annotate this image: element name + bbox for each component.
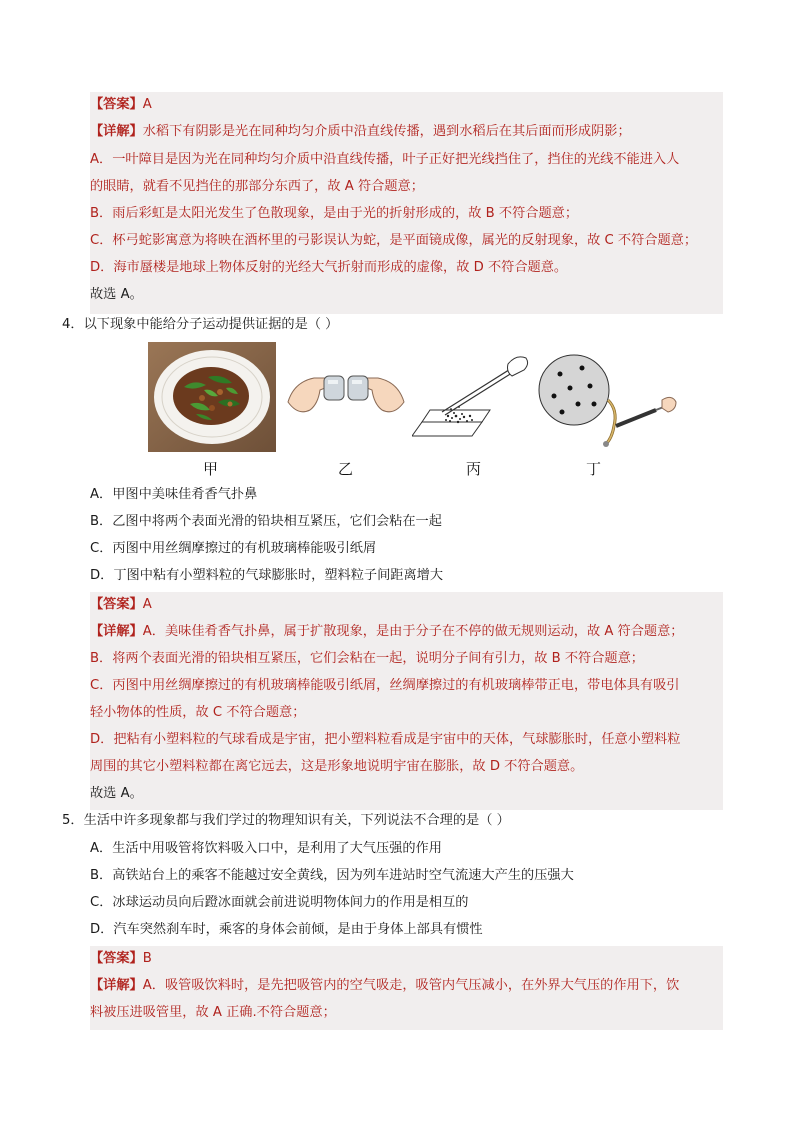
explanation-line: D．把粘有小塑料粒的气球看成是宇宙，把小塑料粒看成是宇宙中的天体，气球膨胀时，任意小塑料粒: [90, 732, 681, 747]
figure-label-bing: 丙: [466, 460, 482, 478]
detail-tag: 【详解】: [90, 624, 143, 639]
question-5-option-a: A．生活中用吸管将饮料吸入口中，是利用了大气压强的作用: [90, 841, 442, 856]
answer-tag: 【答案】: [90, 97, 143, 112]
explanation-line: 轻小物体的性质，故 C 不符合题意；: [90, 705, 306, 720]
answer-block-q5: [90, 946, 723, 1030]
detail-line: [90, 973, 679, 999]
explanation-line: 周围的其它小塑料粒都在离它远去，这是形象地说明宇宙在膨胀，故 D 不符合题意。: [90, 759, 584, 774]
figure-label-ding: 丁: [586, 460, 602, 478]
answer-value: A: [142, 597, 152, 612]
answer-value: A: [142, 97, 152, 112]
question-5-stem: 5．生活中许多现象都与我们学过的物理知识有关，下列说法不合理的是（ ）: [62, 813, 510, 828]
question-5-option-c: C．冰球运动员向后蹬冰面就会前进说明物体间力的作用是相互的: [90, 895, 469, 910]
figure-yi-lead-blocks: [286, 358, 406, 428]
explanation-line: B．雨后彩虹是太阳光发生了色散现象，是由于光的折射形成的，故 B 不符合题意；: [90, 206, 579, 221]
answer-line: [90, 92, 152, 118]
detail-text: A．吸管吸饮料时，是先把吸管内的空气吸走，吸管内气压减小，在外界大气压的作用下，饮: [142, 978, 680, 993]
detail-tag: 【详解】: [90, 978, 143, 993]
figure-label-yi: 乙: [338, 460, 354, 478]
detail-text: 水稻下有阴影是光在同种均匀介质中沿直线传播，遇到水稻后在其后面而形成阴影；: [142, 124, 631, 139]
conclusion-line: 故选 A。: [90, 287, 143, 302]
figure-ding-balloon: [538, 352, 678, 450]
explanation-line: D．海市蜃楼是地球上物体反射的光经大气折射而形成的虚像，故 D 不符合题意。: [90, 260, 568, 275]
explanation-line: C．杯弓蛇影寓意为将映在酒杯里的弓影误认为蛇，是平面镜成像，属光的反射现象，故 C 不符合题意；: [90, 233, 698, 248]
conclusion-line: 故选 A。: [90, 786, 143, 801]
figure-jia-food-photo: [148, 342, 276, 452]
answer-value: B: [142, 951, 152, 966]
answer-tag: 【答案】: [90, 951, 143, 966]
question-4-option-c: C．丙图中用丝绸摩擦过的有机玻璃棒能吸引纸屑: [90, 541, 377, 556]
answer-line: [90, 946, 152, 972]
detail-line: [90, 619, 684, 645]
question-4-option-d: D．丁图中粘有小塑料粒的气球膨胀时，塑料粒子间距离增大: [90, 568, 444, 583]
question-4-option-b: B．乙图中将两个表面光滑的铅块相互紧压，它们会粘在一起: [90, 514, 442, 529]
detail-text: A．美味佳肴香气扑鼻，属于扩散现象，是由于分子在不停的做无规则运动，故 A 符合题意；: [142, 624, 684, 639]
detail-tag: 【详解】: [90, 124, 143, 139]
detail-line: [90, 119, 631, 145]
question-5-option-b: B．高铁站台上的乘客不能越过安全黄线，因为列车进站时空气流速大产生的压强大: [90, 868, 574, 883]
explanation-line: 的眼睛，就看不见挡住的那部分东西了，故 A 符合题意；: [90, 179, 424, 194]
answer-block-q3: [90, 92, 723, 314]
answer-tag: 【答案】: [90, 597, 143, 612]
explanation-line: B．将两个表面光滑的铅块相互紧压，它们会粘在一起，说明分子间有引力，故 B 不符合题意；: [90, 651, 644, 666]
explanation-line: A．一叶障目是因为光在同种均匀介质中沿直线传播，叶子正好把光线挡住了，挡住的光线不能进入人: [90, 152, 680, 167]
explanation-line: C．丙图中用丝绸摩擦过的有机玻璃棒能吸引纸屑，丝绸摩擦过的有机玻璃棒带正电，带电体具有吸引: [90, 678, 680, 693]
figure-label-jia: 甲: [203, 460, 219, 478]
figure-bing-glass-rod: [412, 350, 532, 440]
answer-line: [90, 592, 152, 618]
question-5-option-d: D．汽车突然刹车时，乘客的身体会前倾，是由于身体上部具有惯性: [90, 922, 483, 937]
question-4-option-a: A．甲图中美味佳肴香气扑鼻: [90, 487, 258, 502]
question-4-stem: 4．以下现象中能给分子运动提供证据的是（ ）: [62, 317, 339, 332]
answer-block-q4: [90, 592, 723, 810]
explanation-line: 料被压进吸管里，故 A 正确.不符合题意；: [90, 1005, 336, 1020]
